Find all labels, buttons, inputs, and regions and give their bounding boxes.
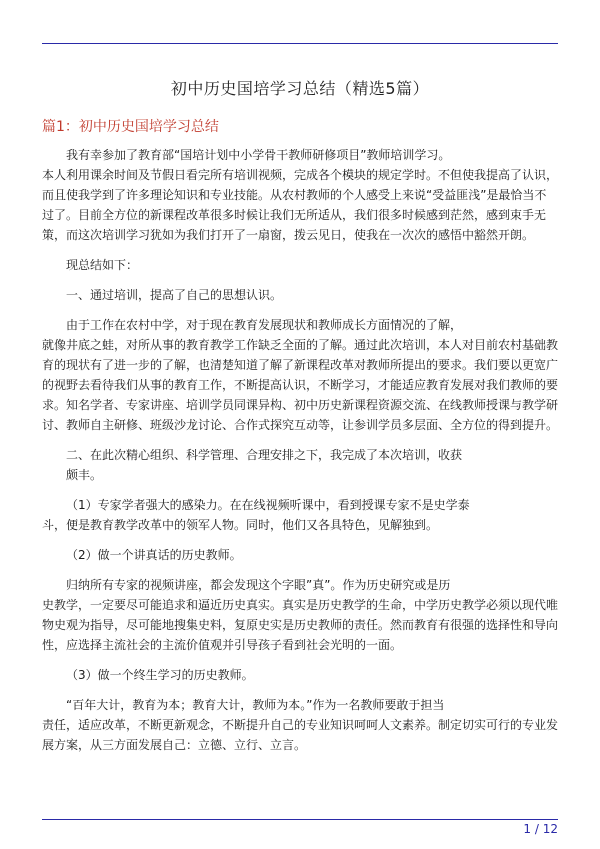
paragraph-line: 颇丰。 bbox=[66, 468, 103, 482]
paragraph-line: 由于工作在农村中学，对于现在教育发展现状和教师成长方面情况的了解， bbox=[66, 318, 463, 332]
paragraph bbox=[42, 145, 558, 245]
page-number: 1 / 12 bbox=[523, 822, 558, 836]
header-rule bbox=[42, 43, 558, 44]
paragraph-line: 就像井底之蛙，对所从事的教育教学工作缺乏全面的了解。通过此次培训，本人对目前农村基础教育的现状有了进一步的了解，也清楚知道了解了新课程改革对教师所提出的要求。我们要以更宽广的视野去看待我们从事的教育工作，不断提高认识，不断学习，才能适应教育发展对我们教师的要求。知名学者、专家讲座、培训学员同课异构、初中历史新课程资源交流、在线教师授课与教学研讨、教师自主研修、班级沙龙讨论、合作式探究互动等，让参训学员多层面、全方位的得到提升。 bbox=[42, 338, 559, 432]
paragraph bbox=[42, 315, 558, 435]
document-body bbox=[42, 145, 558, 765]
paragraph-line: 史教学，一定要尽可能追求和逼近历史真实。真实是历史教学的生命，中学历史教学必须以现代唯物史观为指导，尽可能地搜集史料，复原史实是历史教师的责任。然而教育有很强的选择性和导向性，应选择主流社会的主流价值观并引导孩子看到社会光明的一面。 bbox=[42, 598, 559, 652]
paragraph-line: 归纳所有专家的视频讲座，都会发现这个字眼”真”。作为历史研究或是历 bbox=[66, 578, 451, 592]
paragraph bbox=[42, 695, 558, 755]
paragraph-line: （1）专家学者强大的感染力。在在线视频听课中，看到授课专家不是史学泰 bbox=[66, 498, 470, 512]
section-heading: 篇1：初中历史国培学习总结 bbox=[42, 119, 219, 135]
paragraph bbox=[42, 445, 558, 485]
footer-rule bbox=[42, 819, 558, 820]
paragraph-line: 斗，便是教育教学改革中的领军人物。同时，他们又各具特色，见解独到。 bbox=[42, 518, 439, 532]
paragraph-line: 本人利用课余时间及节假日看完所有培训视频，完成各个模块的规定学时。不但使我提高了认识，而且使我学到了许多理论知识和专业技能。从农村教师的个人感受上来说“受益匪浅”是最恰当不过了。目前全方位的新课程改革很多时候让我们无所适从，我们很多时候感到茫然，感到束手无策，而这次培训学习犹如为我们打开了一扇窗，拨云见日，使我在一次次的感悟中豁然开朗。 bbox=[42, 168, 559, 242]
paragraph-line: 我有幸参加了教育部“国培计划中小学骨干教师研修项目”教师培训学习。 bbox=[66, 148, 451, 162]
document-title: 初中历史国培学习总结（精选5篇） bbox=[170, 79, 430, 98]
paragraph: 一、通过培训，提高了自己的思想认识。 bbox=[66, 288, 283, 302]
paragraph: 现总结如下： bbox=[66, 258, 139, 272]
paragraph-line: “百年大计，教育为本；教育大计，教师为本。”作为一名教师要敢于担当 bbox=[66, 698, 445, 712]
paragraph-line: 责任，适应改革，不断更新观念，不断提升自己的专业知识呵呵人文素养。制定切实可行的专业发展方案，从三方面发展自己：立德、立行、立言。 bbox=[42, 718, 559, 752]
paragraph bbox=[42, 495, 558, 535]
paragraph: （2）做一个讲真话的历史教师。 bbox=[66, 548, 242, 562]
paragraph bbox=[42, 575, 558, 655]
paragraph: （3）做一个终生学习的历史教师。 bbox=[66, 668, 254, 682]
paragraph-line: 二、在此次精心组织、科学管理、合理安排之下，我完成了本次培训，收获 bbox=[66, 448, 463, 462]
